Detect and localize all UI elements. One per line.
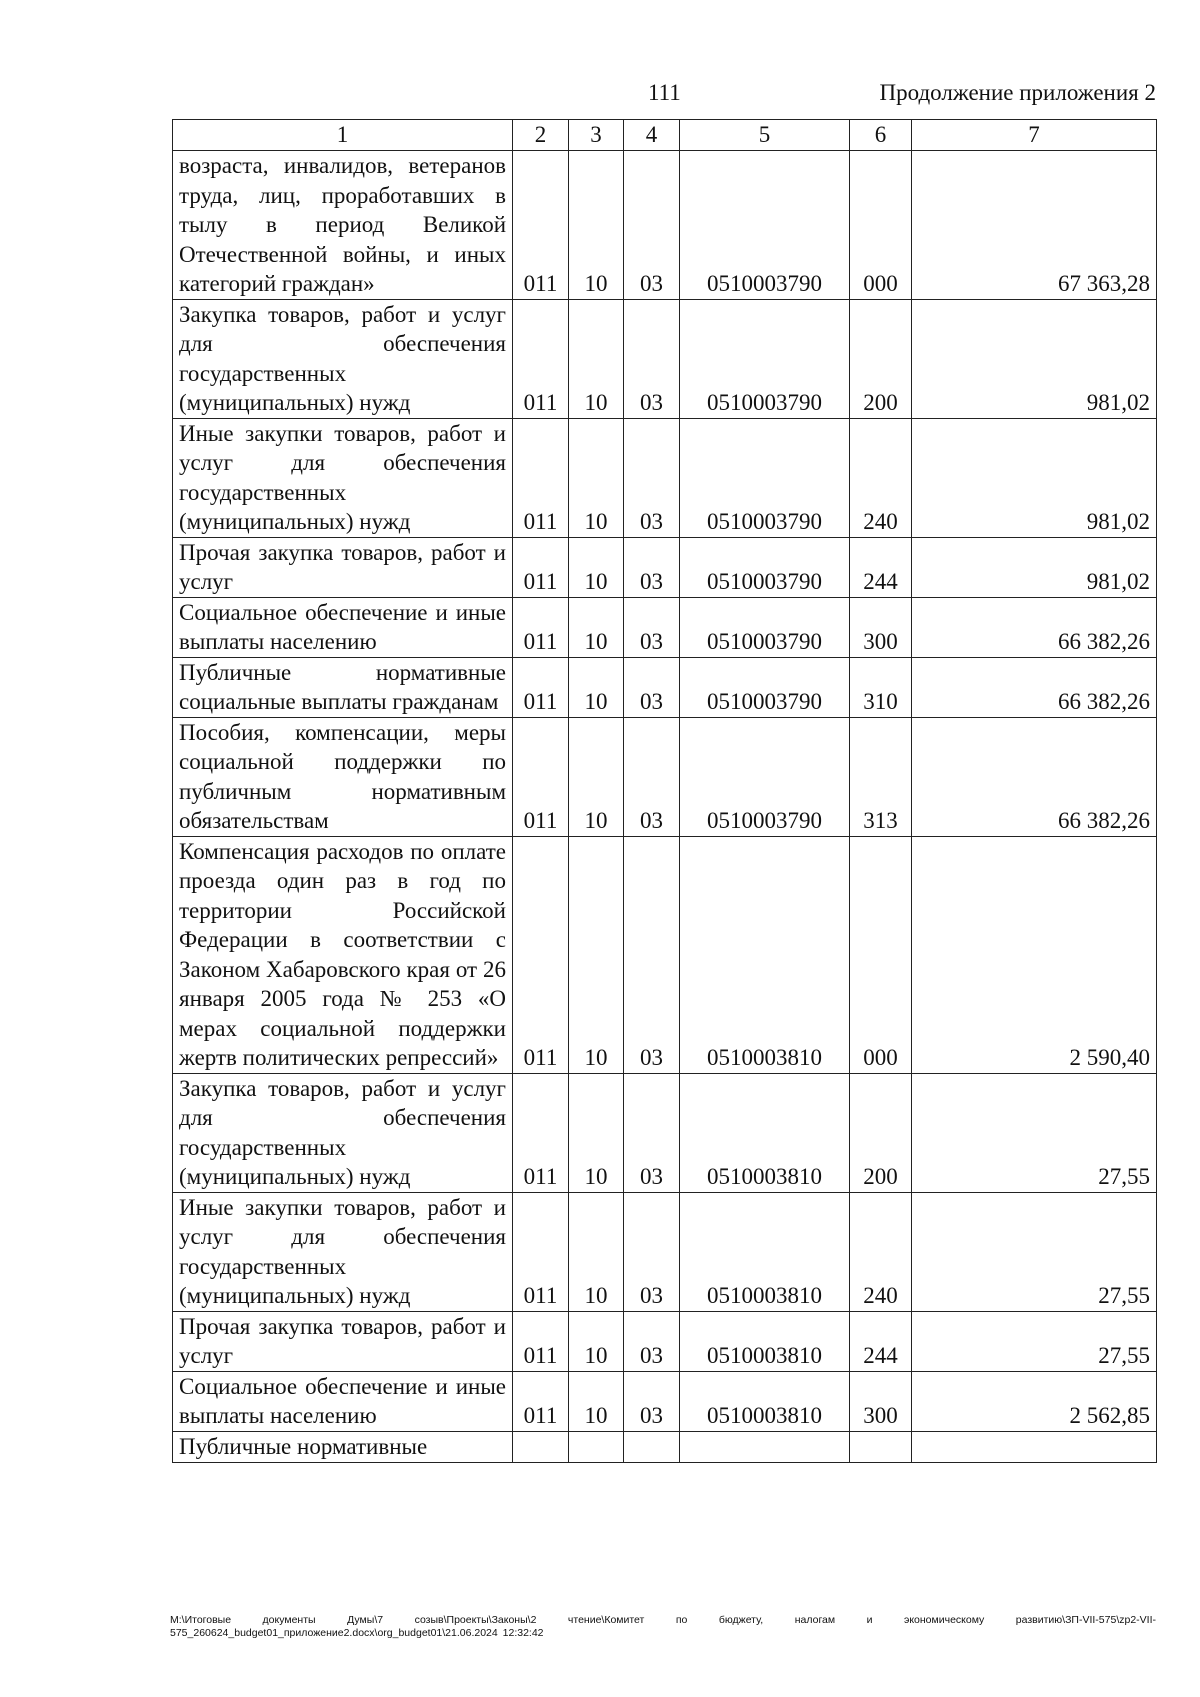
table-row	[173, 537, 1157, 597]
row-code-col-4: 03	[624, 418, 680, 537]
row-description: Публичные нормативные социальные выплаты гражданам	[173, 657, 513, 717]
row-description: Социальное обеспечение и иные выплаты населению	[173, 597, 513, 657]
row-code-col-3: 10	[569, 1192, 624, 1311]
row-code-col-4	[624, 1431, 680, 1462]
row-amount: 27,55	[912, 1073, 1157, 1192]
row-description: Закупка товаров, работ и услуг для обеспечения государственных (муниципальных) нужд	[173, 1073, 513, 1192]
budget-table	[172, 119, 1157, 1463]
row-description: Прочая закупка товаров, работ и услуг	[173, 1311, 513, 1371]
row-amount: 67 363,28	[912, 151, 1157, 300]
row-code-col-5: 0510003810	[680, 1371, 850, 1431]
row-code-col-5: 0510003810	[680, 1192, 850, 1311]
row-code-col-3: 10	[569, 299, 624, 418]
row-code-col-4: 03	[624, 537, 680, 597]
row-code-col-4: 03	[624, 151, 680, 300]
table-row	[173, 657, 1157, 717]
table-row	[173, 1073, 1157, 1192]
row-code-col-4: 03	[624, 597, 680, 657]
row-code-col-2: 011	[513, 597, 569, 657]
row-code-col-5: 0510003790	[680, 537, 850, 597]
row-code-col-2: 011	[513, 836, 569, 1073]
row-code-col-6: 000	[850, 151, 912, 300]
row-code-col-6: 200	[850, 299, 912, 418]
row-amount: 66 382,26	[912, 597, 1157, 657]
row-amount: 2 562,85	[912, 1371, 1157, 1431]
table-header	[173, 120, 1157, 151]
row-code-col-6: 000	[850, 836, 912, 1073]
row-amount: 981,02	[912, 418, 1157, 537]
row-code-col-3: 10	[569, 597, 624, 657]
page-number: 111	[648, 80, 681, 105]
row-code-col-2: 011	[513, 1073, 569, 1192]
document-path-footer: M:\Итоговые документы Думы\7 созыв\Проекты\Законы\2 чтение\Комитет по бюджету, налогам и экономическому развитию\ЗП-VII-575\zp2-VII-575_260624_budget01_приложение2.docx\org_budget01\21.06.2024 12:32:42	[170, 1614, 1156, 1639]
table-body	[173, 151, 1157, 1463]
row-code-col-2: 011	[513, 418, 569, 537]
row-amount: 66 382,26	[912, 657, 1157, 717]
row-code-col-5: 0510003790	[680, 151, 850, 300]
row-code-col-3: 10	[569, 537, 624, 597]
row-code-col-5: 0510003810	[680, 836, 850, 1073]
row-code-col-6: 244	[850, 1311, 912, 1371]
row-code-col-6: 200	[850, 1073, 912, 1192]
table-row	[173, 1311, 1157, 1371]
row-code-col-2: 011	[513, 1371, 569, 1431]
row-code-col-2	[513, 1431, 569, 1462]
row-code-col-5: 0510003790	[680, 717, 850, 836]
row-code-col-5: 0510003790	[680, 657, 850, 717]
row-code-col-3: 10	[569, 151, 624, 300]
row-code-col-4: 03	[624, 717, 680, 836]
row-description: Социальное обеспечение и иные выплаты населению	[173, 1371, 513, 1431]
row-amount: 27,55	[912, 1192, 1157, 1311]
column-header-6: 6	[850, 120, 912, 151]
row-code-col-3	[569, 1431, 624, 1462]
table-row	[173, 1431, 1157, 1462]
row-code-col-6: 240	[850, 418, 912, 537]
row-code-col-4: 03	[624, 1192, 680, 1311]
row-code-col-5: 0510003790	[680, 418, 850, 537]
row-code-col-3: 10	[569, 1073, 624, 1192]
row-code-col-6: 310	[850, 657, 912, 717]
row-code-col-2: 011	[513, 537, 569, 597]
row-code-col-2: 011	[513, 299, 569, 418]
table-row	[173, 1192, 1157, 1311]
row-code-col-5: 0510003810	[680, 1073, 850, 1192]
row-description: Прочая закупка товаров, работ и услуг	[173, 537, 513, 597]
appendix-continuation-title: Продолжение приложения 2	[879, 80, 1156, 105]
row-code-col-5	[680, 1431, 850, 1462]
column-header-2: 2	[513, 120, 569, 151]
column-header-1: 1	[173, 120, 513, 151]
row-description: возраста, инвалидов, ветеранов труда, лиц, проработавших в тылу в период Великой Отечественной войны, и иных категорий граждан»	[173, 151, 513, 300]
row-description: Публичные нормативные	[173, 1431, 513, 1462]
row-code-col-3: 10	[569, 836, 624, 1073]
row-code-col-2: 011	[513, 151, 569, 300]
row-description: Иные закупки товаров, работ и услуг для обеспечения государственных (муниципальных) нужд	[173, 1192, 513, 1311]
column-header-7: 7	[912, 120, 1157, 151]
row-code-col-3: 10	[569, 657, 624, 717]
row-amount: 66 382,26	[912, 717, 1157, 836]
row-description: Закупка товаров, работ и услуг для обеспечения государственных (муниципальных) нужд	[173, 299, 513, 418]
row-code-col-3: 10	[569, 1371, 624, 1431]
row-code-col-4: 03	[624, 299, 680, 418]
row-code-col-2: 011	[513, 1311, 569, 1371]
column-header-3: 3	[569, 120, 624, 151]
table-row	[173, 717, 1157, 836]
row-description: Иные закупки товаров, работ и услуг для обеспечения государственных (муниципальных) нужд	[173, 418, 513, 537]
column-header-5: 5	[680, 120, 850, 151]
row-code-col-3: 10	[569, 418, 624, 537]
table-row	[173, 836, 1157, 1073]
row-code-col-2: 011	[513, 1192, 569, 1311]
row-code-col-3: 10	[569, 1311, 624, 1371]
row-amount: 981,02	[912, 299, 1157, 418]
row-code-col-6: 300	[850, 597, 912, 657]
row-amount: 27,55	[912, 1311, 1157, 1371]
row-code-col-3: 10	[569, 717, 624, 836]
row-code-col-6: 244	[850, 537, 912, 597]
row-code-col-4: 03	[624, 1311, 680, 1371]
table-row	[173, 1371, 1157, 1431]
row-description: Пособия, компенсации, меры социальной поддержки по публичным нормативным обязательствам	[173, 717, 513, 836]
row-code-col-5: 0510003790	[680, 299, 850, 418]
row-code-col-6: 300	[850, 1371, 912, 1431]
row-code-col-5: 0510003810	[680, 1311, 850, 1371]
row-code-col-2: 011	[513, 657, 569, 717]
row-amount: 2 590,40	[912, 836, 1157, 1073]
table-row	[173, 151, 1157, 300]
page-header	[170, 80, 1156, 112]
row-code-col-6: 313	[850, 717, 912, 836]
row-code-col-6: 240	[850, 1192, 912, 1311]
table-row	[173, 597, 1157, 657]
row-code-col-4: 03	[624, 1073, 680, 1192]
row-description: Компенсация расходов по оплате проезда один раз в год по территории Российской Федерации в соответствии с Законом Хабаровского края от 26 января 2005 года № 253 «О мерах социальной поддержки жертв политических репрессий»	[173, 836, 513, 1073]
table-row	[173, 418, 1157, 537]
table-row	[173, 299, 1157, 418]
row-amount	[912, 1431, 1157, 1462]
row-code-col-4: 03	[624, 657, 680, 717]
row-amount: 981,02	[912, 537, 1157, 597]
header-row	[173, 120, 1157, 151]
row-code-col-6	[850, 1431, 912, 1462]
row-code-col-2: 011	[513, 717, 569, 836]
row-code-col-4: 03	[624, 1371, 680, 1431]
row-code-col-4: 03	[624, 836, 680, 1073]
column-header-4: 4	[624, 120, 680, 151]
row-code-col-5: 0510003790	[680, 597, 850, 657]
